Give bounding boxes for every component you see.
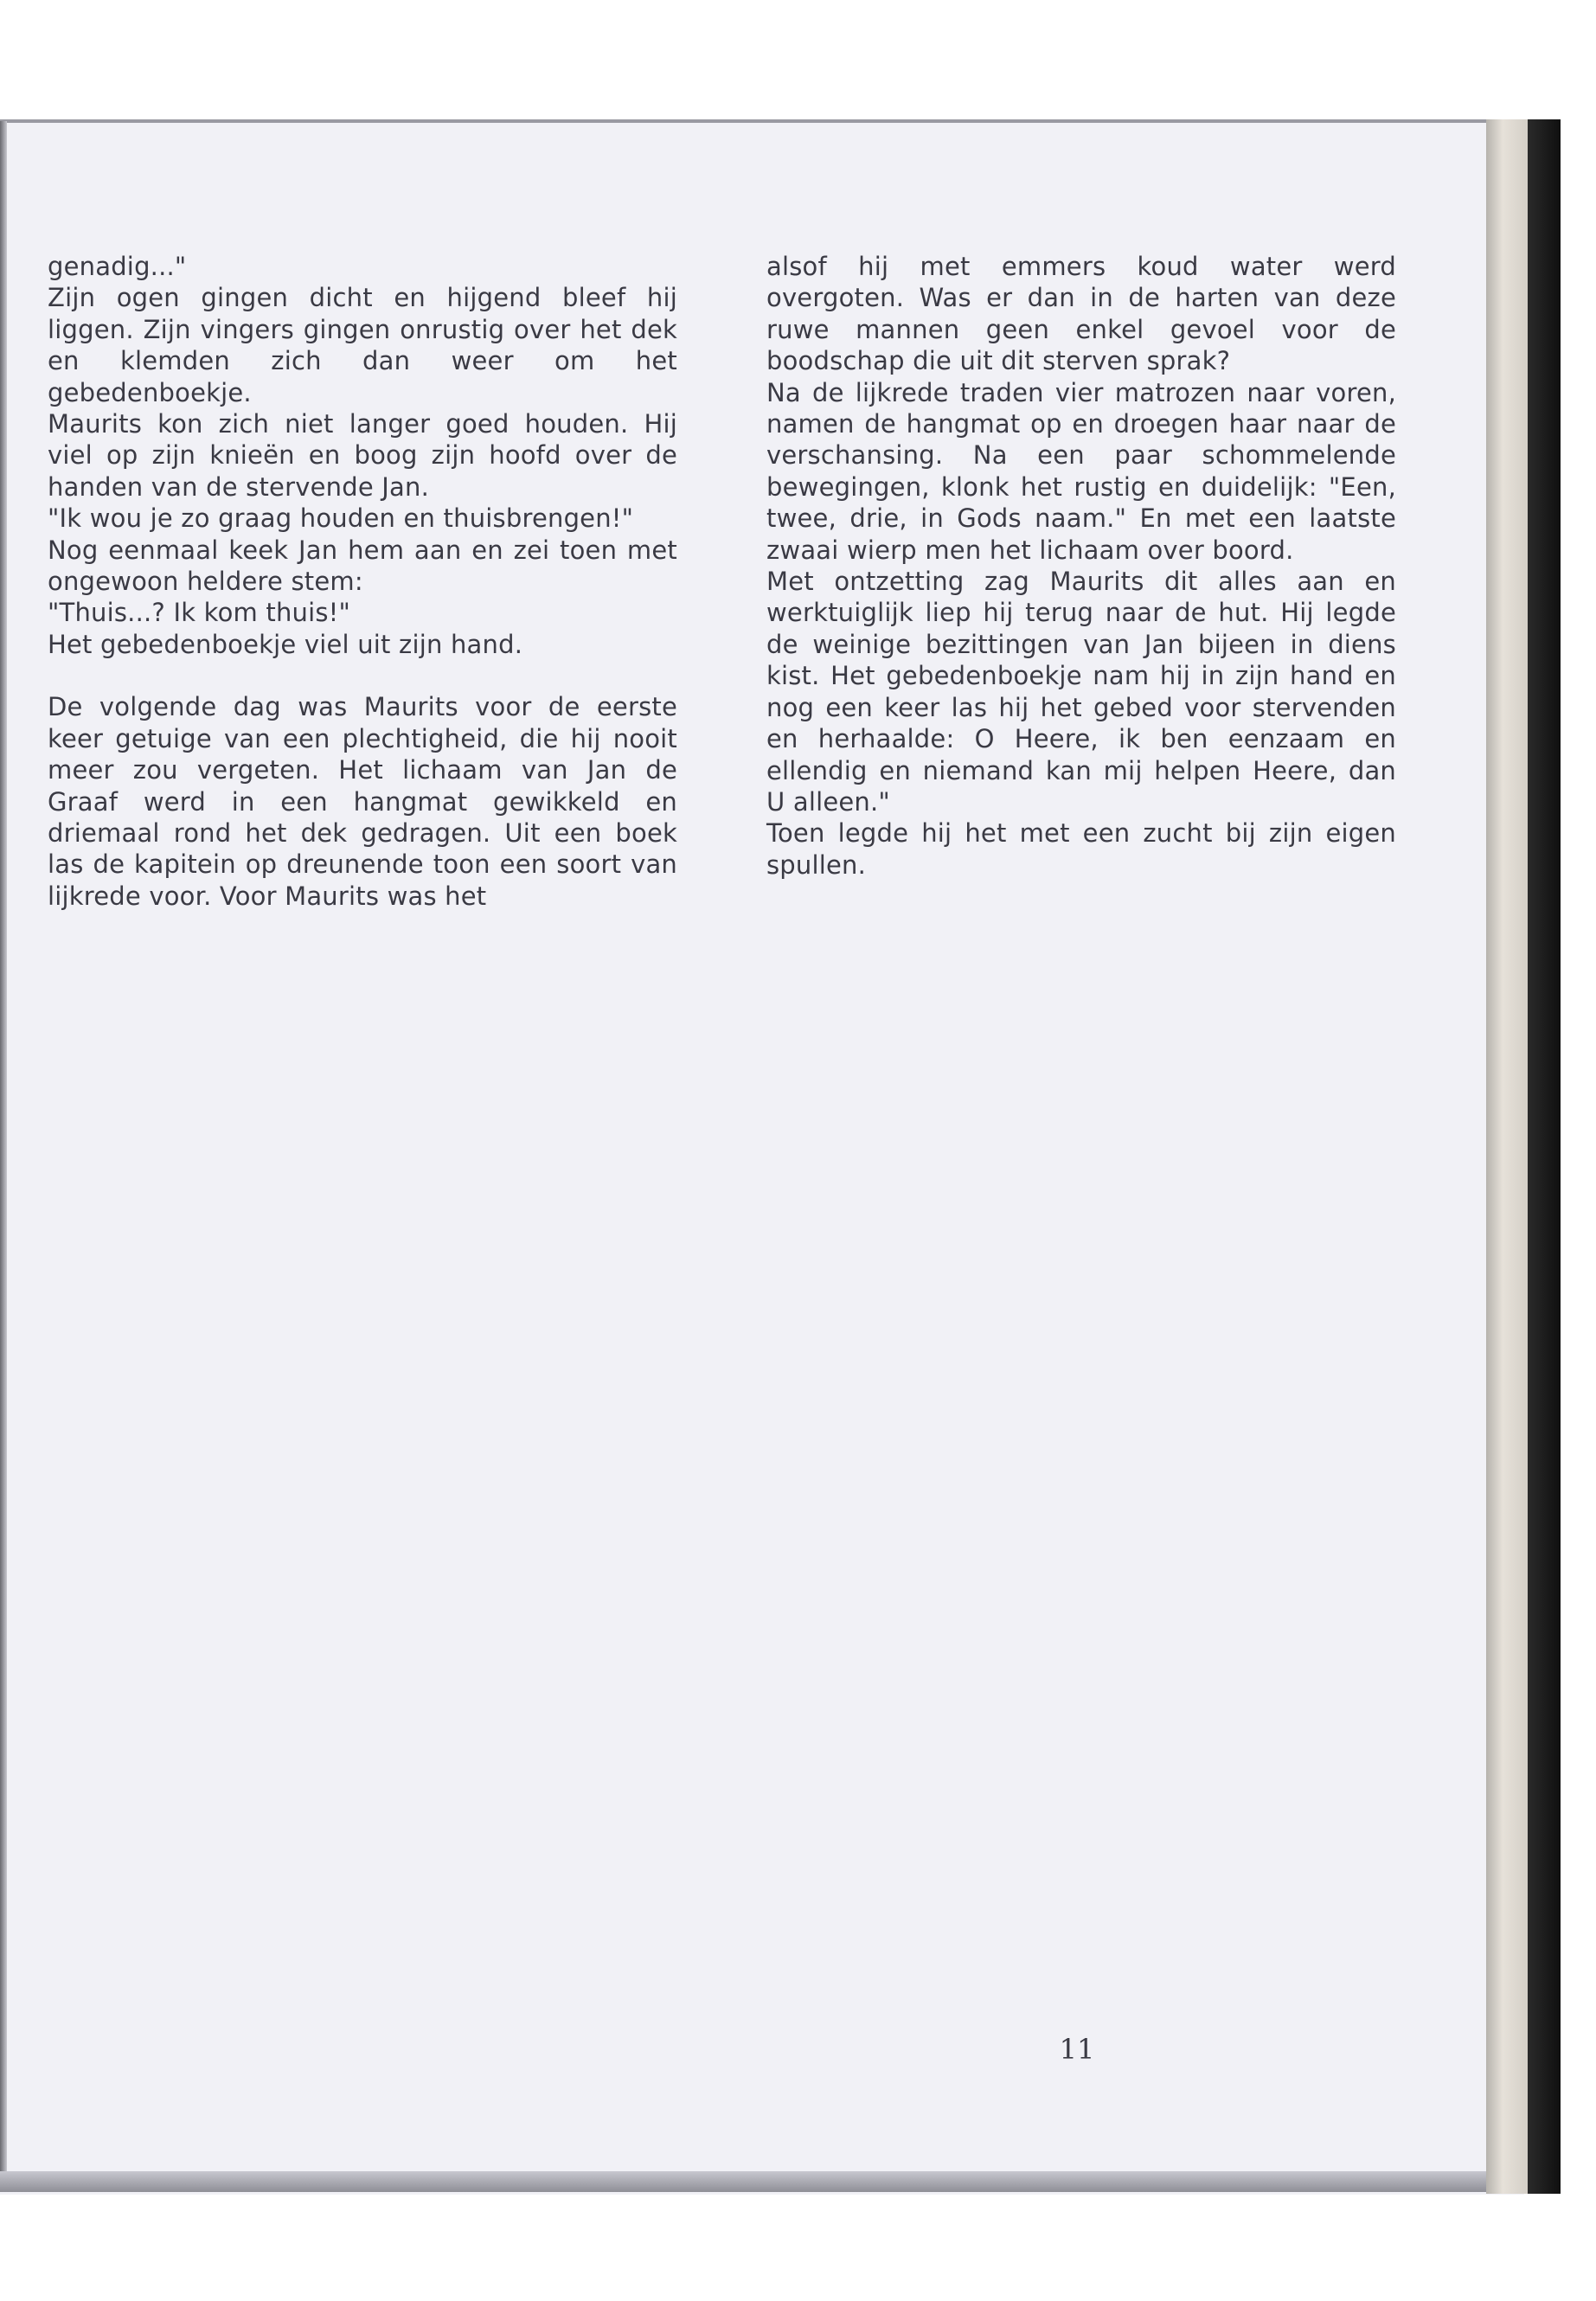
left-text-column — [48, 251, 677, 912]
paragraph-gap — [48, 660, 677, 691]
left-paragraph: genadig..." — [48, 252, 187, 281]
page-number: 11 — [1059, 2033, 1095, 2066]
left-paragraph: "Thuis...? Ik kom thuis!" — [48, 598, 351, 628]
left-paragraph: Nog eenmaal keek Jan hem aan en zei toen met ongewoon heldere stem: — [48, 535, 677, 597]
page-left-edge — [0, 121, 7, 2191]
left-paragraph: De volgende dag was Maurits voor de eerste keer getuige van een plechtigheid, die hij nooit meer zou vergeten. Het lichaam van Jan de Graaf werd in een hangmat gewikkeld en driemaal rond het dek gedragen. Uit een boek las de kapitein op dreunende toon een soort van lijkrede voor. Voor Maurits was het — [48, 692, 677, 911]
left-paragraph: "Ik wou je zo graag houden en thuisbrengen!" — [48, 503, 634, 534]
left-paragraph: Zijn ogen gingen dicht en hijgend bleef hij liggen. Zijn vingers gingen onrustig over het dek en klemden zich dan weer om het gebedenboekje. — [48, 283, 677, 407]
right-paragraph: Toen legde hij het met een zucht bij zijn eigen spullen. — [766, 818, 1396, 880]
left-paragraph: Maurits kon zich niet langer goed houden. Hij viel op zijn knieën en boog zijn hoofd over de handen van de stervende Jan. — [48, 409, 677, 502]
left-paragraph: Het gebedenboekje viel uit zijn hand. — [48, 629, 523, 659]
book-spine-shadow — [1528, 119, 1561, 2194]
page-bottom-edge — [0, 2171, 1524, 2192]
right-paragraph: Na de lijkrede traden vier matrozen naar voren, namen de hangmat op en droegen haar naar de verschansing. Na een paar schommelende bewegingen, klonk het rustig en duidelijk: "Een, twee, drie, in Gods naam." En met een laatste zwaai wierp men het lichaam over boord. — [766, 377, 1396, 565]
book-cover-edge — [1486, 119, 1528, 2194]
right-paragraph: alsof hij met emmers koud water werd overgoten. Was er dan in de harten van deze ruwe mannen geen enkel gevoel voor de boodschap die uit dit sterven sprak? — [766, 252, 1396, 376]
right-paragraph: Met ontzetting zag Maurits dit alles aan en werktuiglijk liep hij terug naar de hut. Hij legde de weinige bezittingen van Jan bijeen in diens kist. Het gebedenboekje nam hij in zijn hand en nog een keer las hij het gebed voor stervenden en herhaalde: O Heere, ik ben eenzaam en ellendig en niemand kan mij helpen Heere, dan U alleen." — [766, 567, 1396, 817]
right-text-column — [766, 251, 1396, 881]
